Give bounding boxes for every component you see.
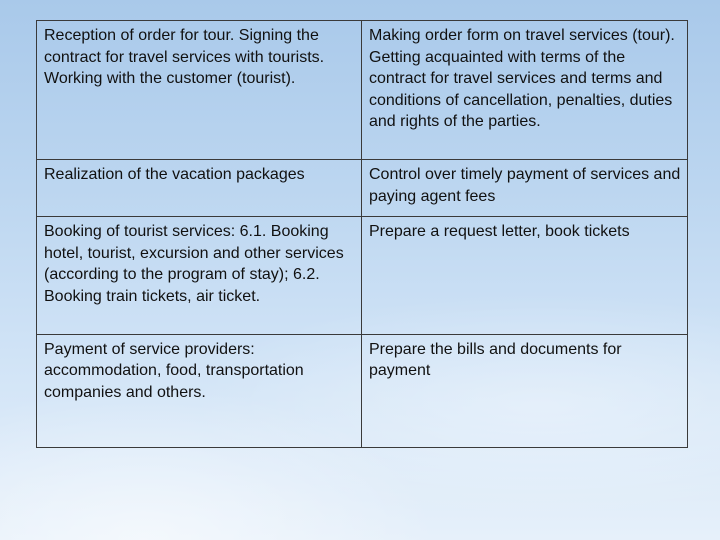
table-row	[37, 217, 688, 335]
table-cell-stage: Payment of service providers: accommodation, food, transportation companies and others.	[37, 334, 362, 447]
table-cell-stage: Reception of order for tour. Signing the contract for travel services with tourists. Working with the customer (tourist).	[37, 21, 362, 160]
table-cell-action: Prepare a request letter, book tickets	[362, 217, 688, 335]
table-cell-action: Making order form on travel services (tour). Getting acquainted with terms of the contract for travel services and terms and conditions of cancellation, penalties, duties and rights of the parties.	[362, 21, 688, 160]
table-cell-stage: Booking of tourist services: 6.1. Booking hotel, tourist, excursion and other services (according to the program of stay); 6.2. Booking train tickets, air ticket.	[37, 217, 362, 335]
table-row	[37, 21, 688, 160]
table-cell-stage: Realization of the vacation packages	[37, 160, 362, 217]
table-row	[37, 160, 688, 217]
process-table	[36, 20, 688, 448]
table-cell-action: Prepare the bills and documents for payment	[362, 334, 688, 447]
table-row	[37, 334, 688, 447]
table-cell-action: Control over timely payment of services and paying agent fees	[362, 160, 688, 217]
